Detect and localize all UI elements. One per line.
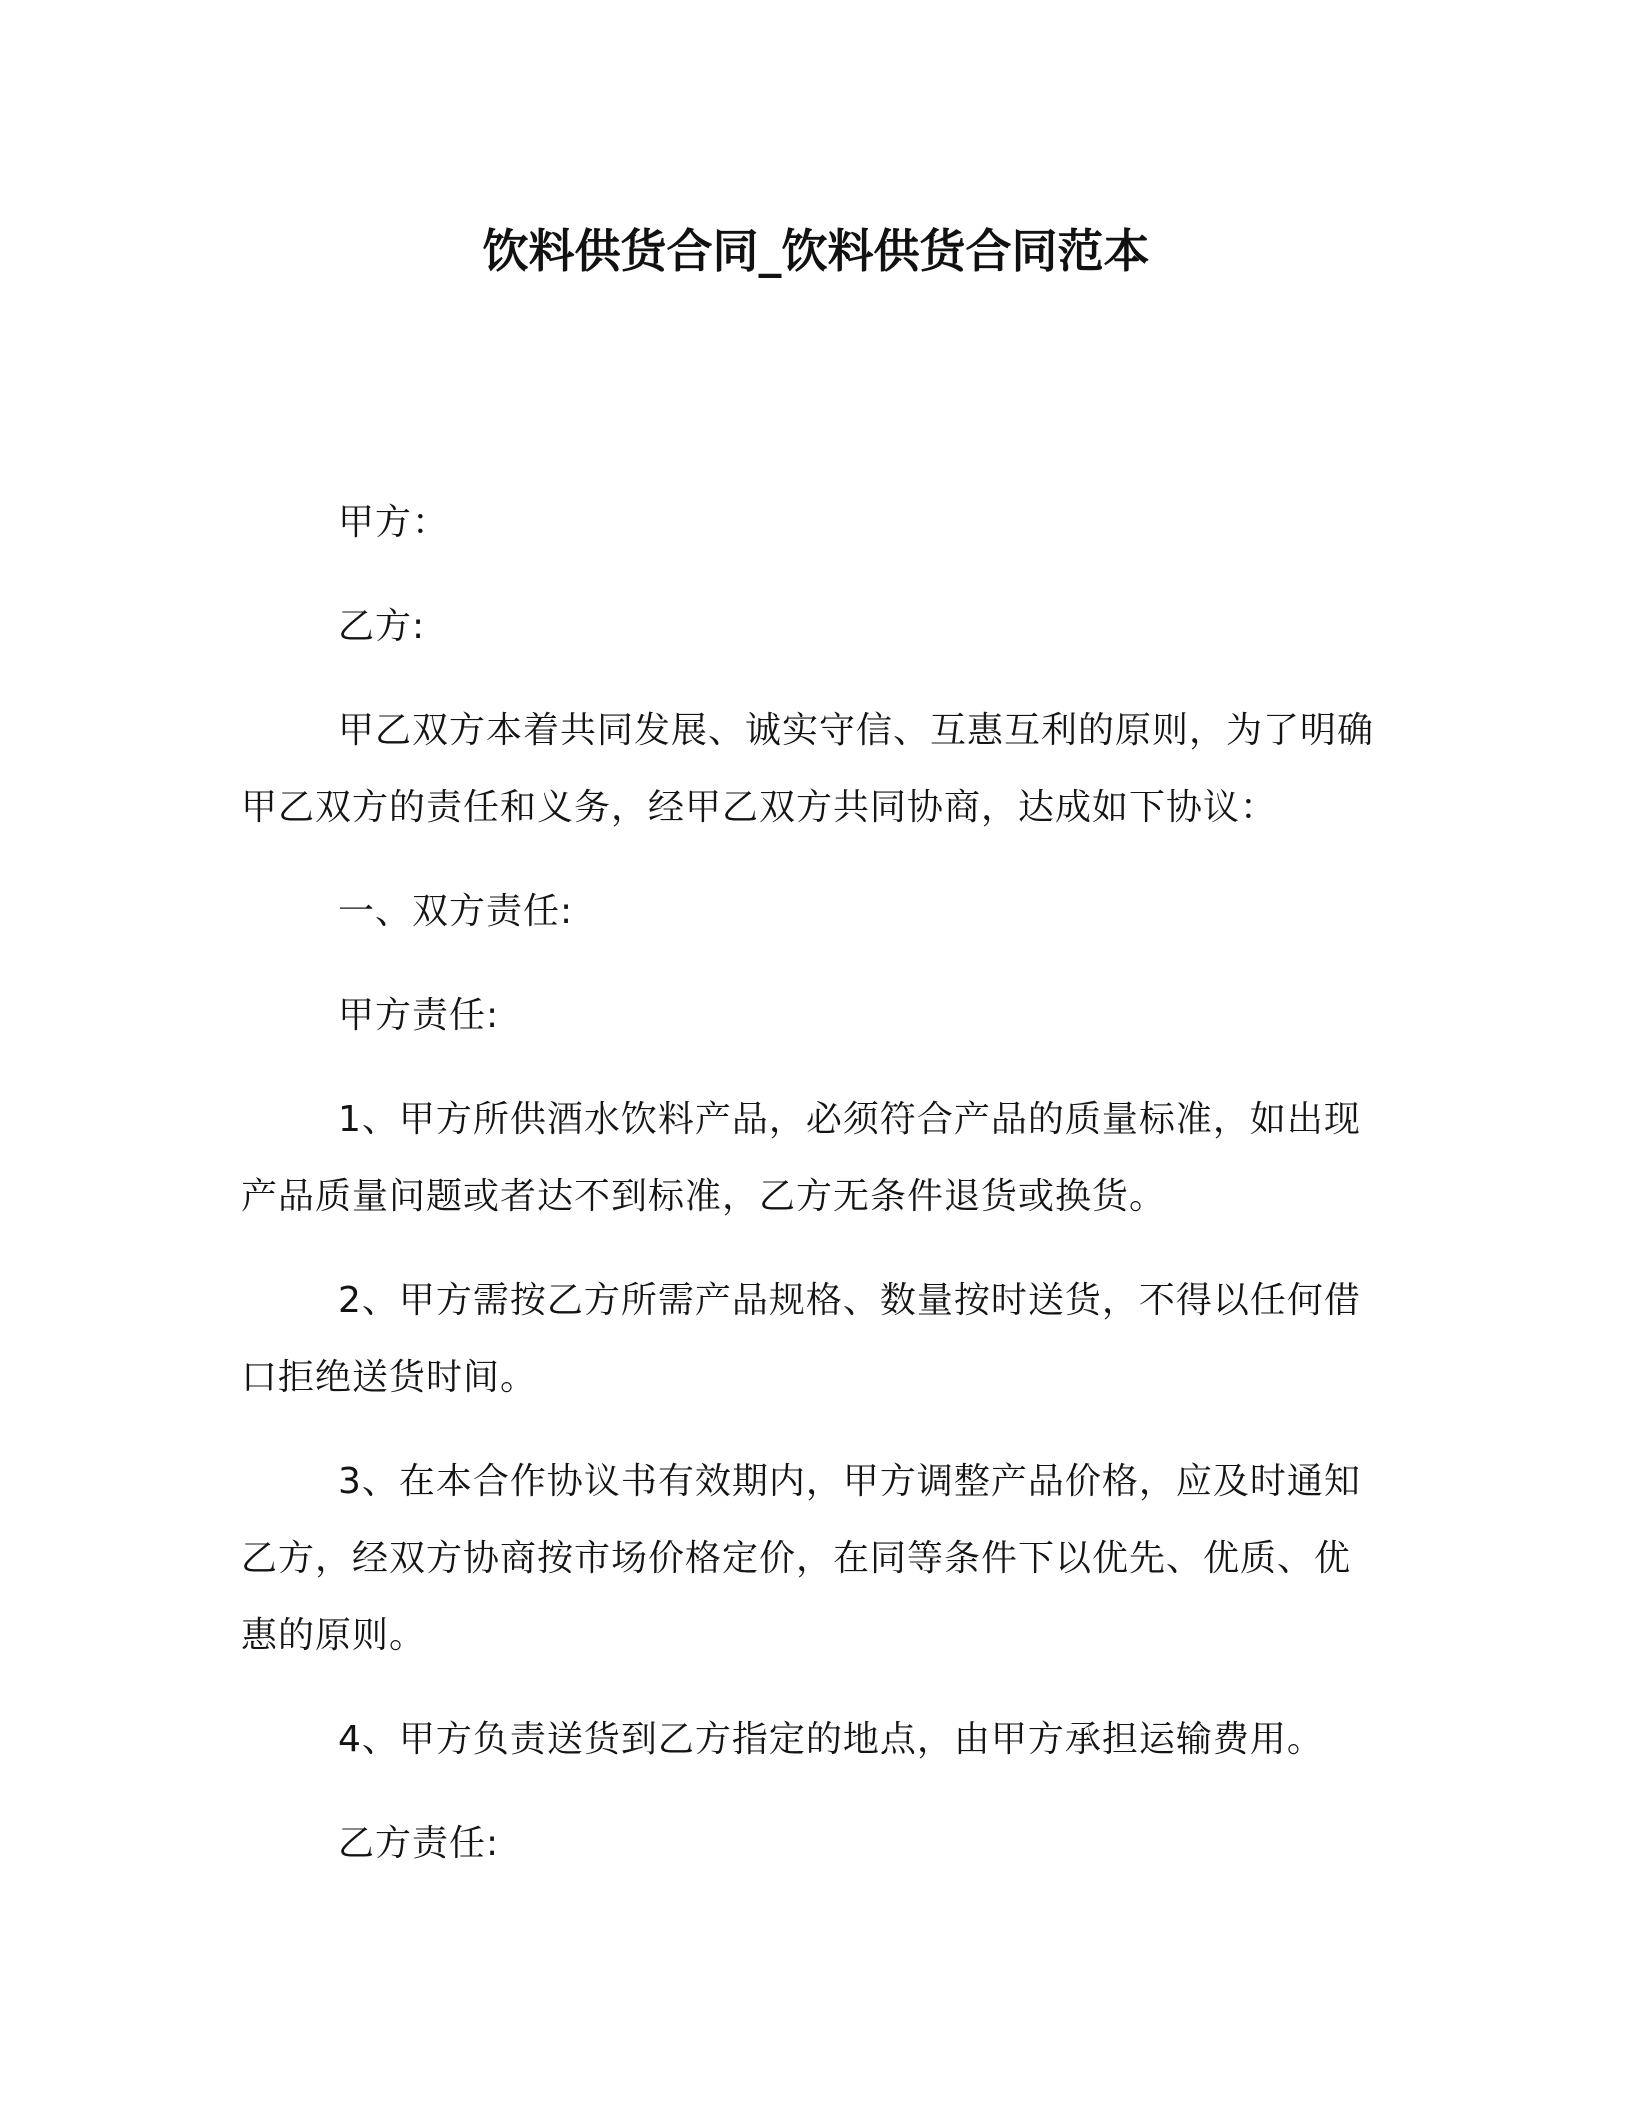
preamble-paragraph: [241, 692, 1381, 846]
paragraph-line: 口拒绝送货时间。: [241, 1357, 538, 1398]
paragraph-line: 3、在本合作协议书有效期内，甲方调整产品价格，应及时通知: [338, 1461, 1361, 1502]
paragraph-line: 乙方责任:: [338, 1823, 500, 1864]
paragraph-line: 乙方:: [338, 606, 426, 647]
subheading-party-b-responsibilities: [241, 1805, 1381, 1882]
paragraph-line: 甲乙双方本着共同发展、诚实守信、互惠互利的原则，为了明确: [338, 710, 1375, 751]
paragraph-line: 一、双方责任:: [338, 891, 574, 932]
paragraph-line: 乙方，经双方协商按市场价格定价，在同等条件下以优先、优质、优: [241, 1538, 1352, 1579]
paragraph-line: 4、甲方负责送货到乙方指定的地点，由甲方承担运输费用。: [338, 1719, 1324, 1760]
document-body: [241, 484, 1381, 1909]
paragraph-line: 惠的原则。: [241, 1615, 427, 1656]
clause-2-paragraph: [241, 1262, 1381, 1416]
section-heading-responsibilities: [241, 873, 1381, 950]
paragraph-line: 产品质量问题或者达不到标准，乙方无条件退货或换货。: [241, 1176, 1167, 1217]
paragraph-line: 甲方：: [338, 502, 450, 543]
document-title: 饮料供货合同_饮料供货合同范本: [482, 224, 1150, 278]
paragraph-line: 2、甲方需按乙方所需产品规格、数量按时送货，不得以任何借: [338, 1280, 1361, 1321]
party-a-paragraph: [241, 484, 1381, 561]
clause-1-paragraph: [241, 1081, 1381, 1235]
paragraph-line: 甲乙双方的责任和义务，经甲乙双方共同协商，达成如下协议：: [241, 787, 1278, 828]
paragraph-line: 甲方责任:: [338, 995, 500, 1036]
paragraph-line: 1、甲方所供酒水饮料产品，必须符合产品的质量标准，如出现: [338, 1099, 1361, 1140]
subheading-party-a-responsibilities: [241, 977, 1381, 1054]
clause-4-paragraph: [241, 1701, 1381, 1778]
clause-3-paragraph: [241, 1443, 1381, 1674]
party-b-paragraph: [241, 588, 1381, 665]
